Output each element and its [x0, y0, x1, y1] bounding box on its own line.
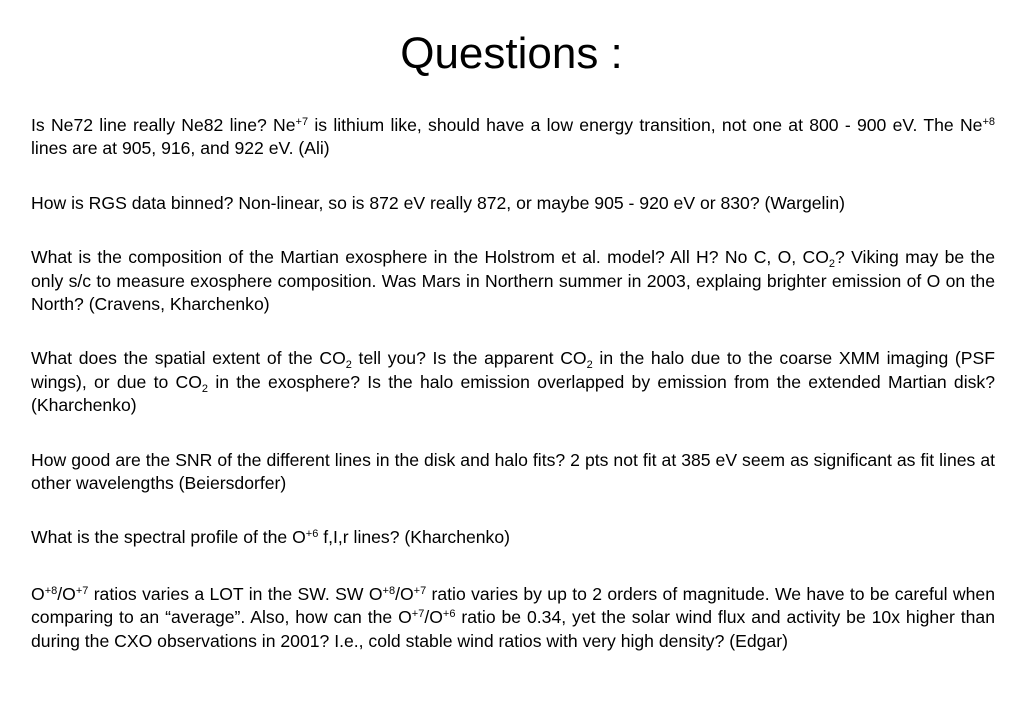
- subscript: 2: [828, 258, 836, 271]
- question-text: tell you? Is the apparent CO: [351, 348, 587, 369]
- question-item: [31, 449, 995, 496]
- superscript: +7: [413, 584, 427, 597]
- question-text: in the exosphere? Is the halo emission overlapped by emission from the extended Martian disk? (Kharchenko): [31, 371, 996, 416]
- superscript: +7: [411, 608, 425, 621]
- subscript: 2: [345, 359, 352, 372]
- question-text: is lithium like, should have a low energy transition, not one at 800 - 900 eV. The Ne: [308, 115, 983, 135]
- question-text: lines are at 905, 916, and 922 eV. (Ali): [31, 138, 330, 159]
- superscript: +8: [982, 116, 995, 128]
- superscript: +6: [442, 608, 456, 621]
- question-item: [31, 114, 995, 161]
- question-text: ratios varies a LOT in the SW. SW O: [88, 583, 383, 604]
- question-item: [31, 192, 995, 215]
- question-text: ratio be 0.34, yet the solar wind flux and activity be 10x higher than during the CXO observations in 2001? I.e., cold stable wind ratios with very high density? (Edgar): [31, 607, 995, 651]
- question-item: [31, 347, 995, 417]
- question-text: f,I,r lines? (Kharchenko): [318, 527, 511, 548]
- question-text: How good are the SNR of the different lines in the disk and halo fits? 2 pts not fit at 385 eV seem as significant as fit lines at other wavelengths (Beiersdorfer): [31, 449, 995, 494]
- question-text: in the halo due to the coarse XMM imaging (PSF wings), or due to CO: [31, 348, 995, 392]
- question-text: O: [31, 583, 45, 604]
- question-list: [31, 114, 995, 684]
- subscript: 2: [201, 382, 209, 395]
- superscript: +6: [305, 528, 319, 541]
- subscript: 2: [586, 359, 593, 372]
- question-text: ratio varies by up to 2 orders of magnitude. We have to be careful when comparing to an “average”. Also, how can the O: [31, 583, 995, 628]
- question-text: What does the spatial extent of the CO: [31, 348, 346, 369]
- question-text: Is Ne72 line really Ne82 line? Ne: [31, 115, 296, 135]
- page-title: Questions :: [400, 29, 623, 78]
- question-text: ? Viking may be the only s/c to measure exosphere composition. Was Mars in Northern summer in 2003, explaing brighter emission of O on the North? (Cravens, Kharchenko): [31, 247, 995, 315]
- question-text: /O: [57, 583, 76, 604]
- question-text: What is the spectral profile of the O: [31, 527, 306, 548]
- question-text: /O: [395, 583, 414, 604]
- question-item: [31, 526, 995, 549]
- question-text: What is the composition of the Martian exosphere in the Holstrom et al. model? All H? No C, O, CO: [31, 247, 829, 268]
- superscript: +7: [295, 116, 309, 128]
- superscript: +8: [44, 584, 58, 597]
- superscript: +7: [75, 584, 89, 597]
- question-item: [31, 246, 995, 316]
- question-text: /O: [424, 607, 443, 628]
- question-item: [31, 583, 995, 653]
- superscript: +8: [382, 584, 396, 597]
- question-text: How is RGS data binned? Non-linear, so is 872 eV really 872, or maybe 905 - 920 eV or 830? (Wargelin): [31, 192, 845, 213]
